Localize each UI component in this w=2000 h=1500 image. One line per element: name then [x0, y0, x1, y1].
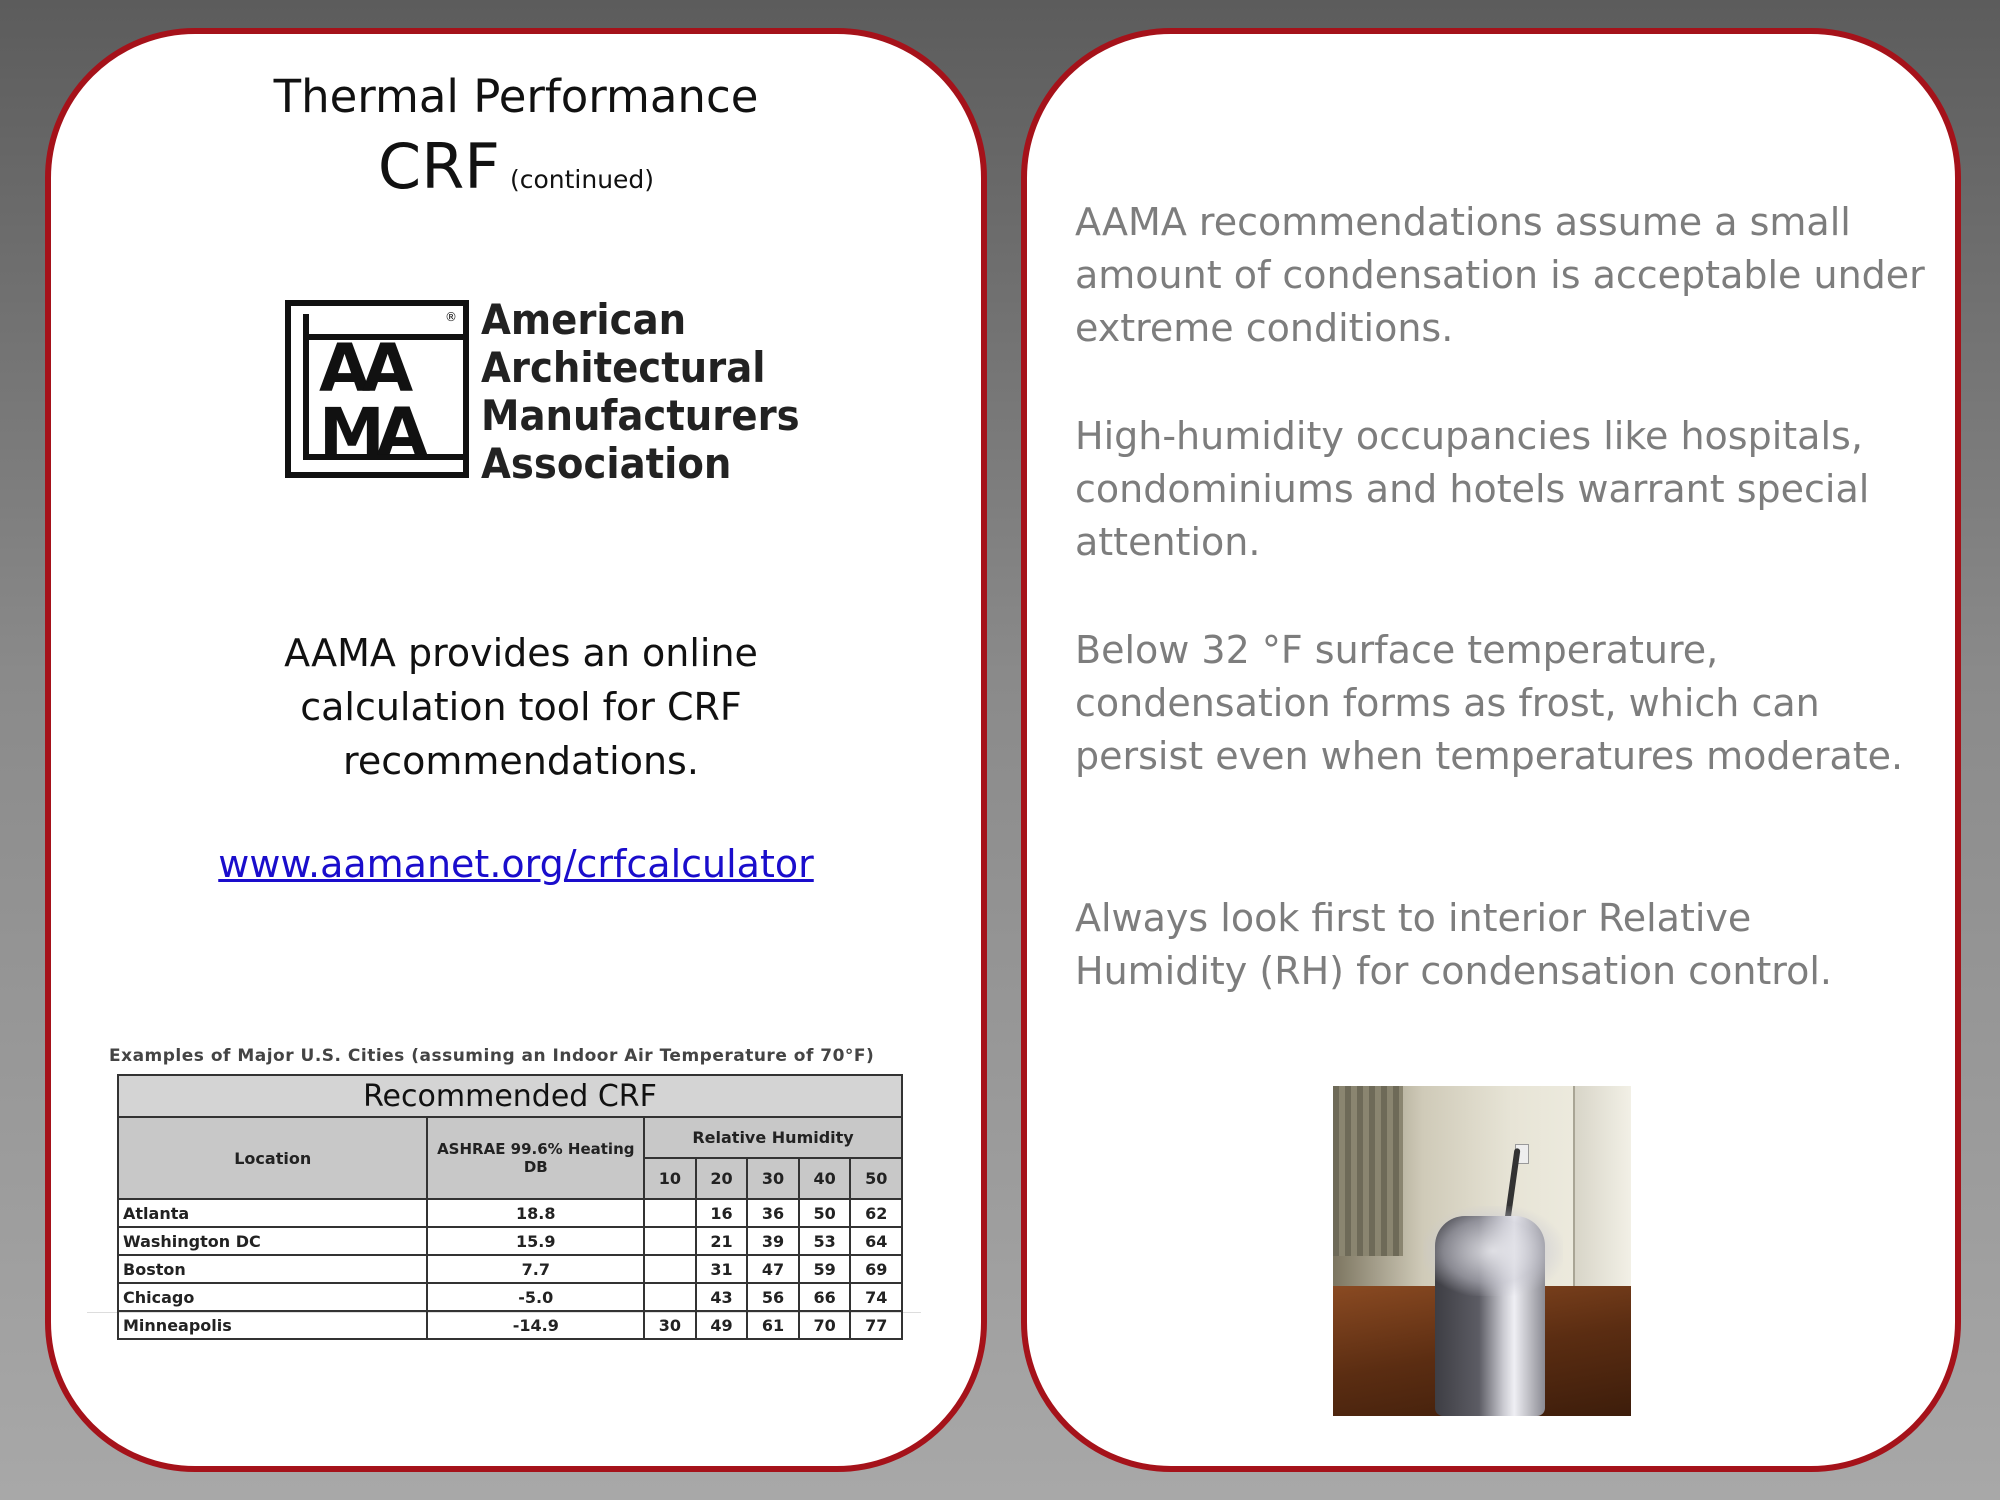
- crf-heading: [51, 130, 981, 203]
- row-crf-value: 62: [850, 1199, 902, 1227]
- row-crf-value: 47: [747, 1255, 799, 1283]
- column-header-location: Location: [118, 1117, 427, 1199]
- paragraph-frost: Below 32 °F surface temperature, condensation forms as frost, which can persist even when temperatures moderate.: [1075, 628, 1904, 778]
- row-location: Atlanta: [118, 1199, 427, 1227]
- paragraph-relative-humidity: Always look first to interior Relative Humidity (RH) for condensation control.: [1075, 896, 1832, 993]
- row-crf-value: 53: [799, 1227, 851, 1255]
- crf-suffix: (continued): [509, 165, 655, 194]
- row-crf-value: 36: [747, 1199, 799, 1227]
- crf-tool-description: AAMA provides an online calculation tool for CRF recommendations.: [284, 631, 758, 783]
- row-crf-value: 50: [799, 1199, 851, 1227]
- rh-level-header: 40: [799, 1158, 851, 1199]
- aama-logo-name: [481, 296, 800, 488]
- row-location: Chicago: [118, 1283, 427, 1311]
- crf-table-title: Recommended CRF: [118, 1075, 902, 1117]
- right-panel: [1021, 28, 1961, 1472]
- table-row: [118, 1199, 902, 1227]
- row-heating-db: 7.7: [427, 1255, 644, 1283]
- column-header-relative-humidity: Relative Humidity: [644, 1117, 902, 1158]
- row-crf-value: 21: [696, 1227, 748, 1255]
- row-crf-value: 49: [696, 1311, 748, 1339]
- row-heating-db: -5.0: [427, 1283, 644, 1311]
- aama-logo: [285, 295, 825, 488]
- row-location: Minneapolis: [118, 1311, 427, 1339]
- rh-level-header: 30: [747, 1158, 799, 1199]
- row-heating-db: 18.8: [427, 1199, 644, 1227]
- row-crf-value: 74: [850, 1283, 902, 1311]
- row-crf-value: 64: [850, 1227, 902, 1255]
- row-crf-value: 59: [799, 1255, 851, 1283]
- table-row: [118, 1255, 902, 1283]
- crf-main: CRF: [377, 130, 500, 203]
- logo-name-line: Manufacturers: [481, 391, 800, 440]
- row-crf-value: [644, 1227, 696, 1255]
- row-crf-value: [644, 1199, 696, 1227]
- row-crf-value: [644, 1255, 696, 1283]
- paragraph-condensation-acceptable: AAMA recommendations assume a small amount of condensation is acceptable under extreme conditions.: [1075, 200, 1925, 350]
- logo-name-line: American: [481, 295, 687, 344]
- row-crf-value: 66: [799, 1283, 851, 1311]
- row-crf-value: 31: [696, 1255, 748, 1283]
- crf-table: [117, 1074, 903, 1340]
- row-location: Washington DC: [118, 1227, 427, 1255]
- aama-logo-mark: ® AA MA: [285, 300, 469, 478]
- logo-mark-row-2: MA: [319, 394, 420, 471]
- rh-level-header: 20: [696, 1158, 748, 1199]
- humidifier-photo: [1333, 1086, 1631, 1416]
- row-crf-value: 43: [696, 1283, 748, 1311]
- column-header-heating-db: ASHRAE 99.6% Heating DB: [427, 1117, 644, 1199]
- logo-name-line: Association: [481, 439, 732, 488]
- row-crf-value: [644, 1283, 696, 1311]
- row-location: Boston: [118, 1255, 427, 1283]
- row-crf-value: 69: [850, 1255, 902, 1283]
- crf-calculator-link[interactable]: www.aamanet.org/crfcalculator: [218, 842, 814, 886]
- row-crf-value: 56: [747, 1283, 799, 1311]
- row-crf-value: 30: [644, 1311, 696, 1339]
- left-panel: [45, 28, 987, 1472]
- logo-mark-row-1: AA: [319, 330, 406, 407]
- logo-name-line: Architectural: [481, 343, 766, 392]
- slide-title: Thermal Performance: [273, 70, 759, 123]
- row-heating-db: 15.9: [427, 1227, 644, 1255]
- table-row: [118, 1227, 902, 1255]
- row-heating-db: -14.9: [427, 1311, 644, 1339]
- row-crf-value: 77: [850, 1311, 902, 1339]
- paragraph-high-humidity: High-humidity occupancies like hospitals, condominiums and hotels warrant special attention.: [1075, 414, 1870, 564]
- table-row: [118, 1283, 902, 1311]
- table-row: [118, 1311, 902, 1339]
- row-crf-value: 70: [799, 1311, 851, 1339]
- crf-table-image: [87, 1012, 921, 1335]
- row-crf-value: 39: [747, 1227, 799, 1255]
- rh-level-header: 50: [850, 1158, 902, 1199]
- crf-table-caption: Examples of Major U.S. Cities (assuming an Indoor Air Temperature of 70°F): [109, 1046, 875, 1066]
- row-crf-value: 16: [696, 1199, 748, 1227]
- row-crf-value: 61: [747, 1311, 799, 1339]
- rh-level-header: 10: [644, 1158, 696, 1199]
